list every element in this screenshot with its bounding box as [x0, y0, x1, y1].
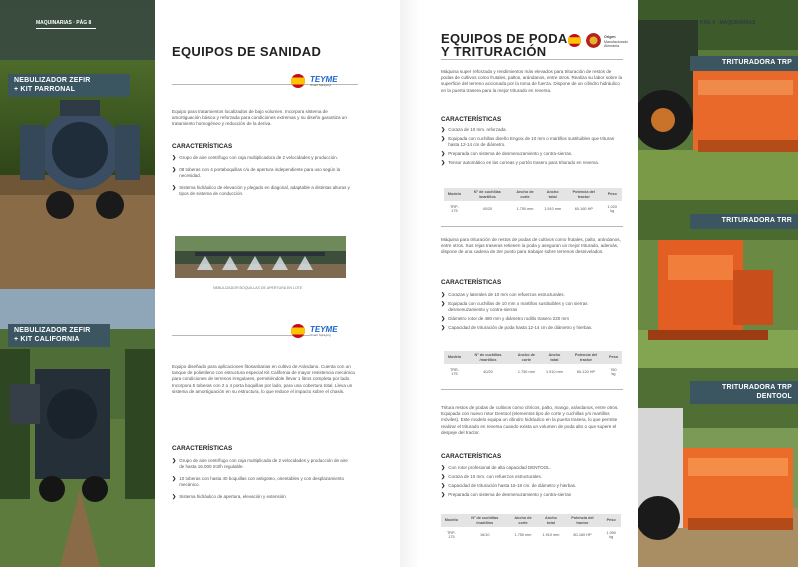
photo-caption-boquillas: NEBULIZADOR BOQUILLAS DE APERTURA EN LOTE [213, 286, 303, 290]
label-trituradora-trr: TRITURADORA TRR [690, 214, 798, 229]
table-header: N° de cuchillas /martillos [465, 351, 511, 364]
bullet-text: Diámetro rotor de 480 mm y diámetro rodillo trasero 220 mm [448, 316, 569, 321]
table-header: Modelo [444, 188, 465, 201]
table-header: Ancho total [542, 351, 567, 364]
section-rule-sanidad [172, 335, 310, 336]
bullet-text: Preparada con sistema de desmenuzamiento y contra-sierras. [448, 151, 573, 156]
table-cell: 1.750 mm [516, 207, 534, 211]
photo-zefir-parronal [0, 0, 155, 289]
photo-boquillas [175, 236, 346, 278]
chevron-right-icon: ❯ [441, 127, 446, 133]
table-header: Ancho total [540, 188, 565, 201]
label-trituradora-trp: TRITURADORA TRP [690, 56, 798, 71]
table-row [444, 201, 622, 217]
chevron-right-icon: ❯ [441, 160, 446, 166]
section-rule-trp [441, 226, 623, 227]
table-header: Ancho de corte [510, 188, 540, 201]
bullet-text: Sistema hidráulico de elevación y plegado en diagonal, adaptable a distintas alturas y tipos de sistema de conducción. [179, 185, 350, 196]
table-header: Peso [602, 188, 622, 201]
trr-sub: CARACTERÍSTICAS [441, 279, 502, 286]
chevron-right-icon: ❯ [172, 155, 177, 161]
spain-flag-icon-2 [291, 324, 305, 338]
list-item [441, 301, 623, 313]
trr-spec-table [444, 351, 622, 380]
table-cell: TRR-175 [449, 368, 460, 376]
bullet-text: Sistema hidráulico de apertura, elevación y extensión [179, 494, 286, 499]
bullet-text: Corazas y laterales de 10 mm con refuerzos estructurales. [448, 292, 565, 297]
bullet-text: Equipada con cuchillas de 10 mm o martillos sustituibles y con sierras desmenuzamiento y contra-sierras [448, 301, 588, 312]
list-item [172, 185, 354, 197]
table-header: Potencia del tractor [567, 351, 605, 364]
bullet-text: Coraza de 10 mm. con refuerzos estructurales. [448, 474, 542, 479]
trr-bullets [441, 292, 623, 334]
table-header: Modelo [441, 514, 462, 527]
label-zefir-parronal-line2: + KIT PARRONAL [14, 85, 76, 93]
bullet-text: Tensor automático en las correas y portón trasero para triturado en reversa. [448, 160, 600, 165]
table-cell: 40/20 [482, 207, 493, 211]
page-title-poda [441, 32, 568, 58]
spain-flag-icon-3 [568, 34, 581, 47]
bullet-text: Grupo de aire centrífugo con caja multiplicada de 2 velocidades y producción de aire de hasta 16.000 m3/h regulable. [179, 458, 348, 469]
bullet-text: 10 toberas con hasta 40 boquillas con antigoteo, orientables y con desplazamiento mecánico. [179, 476, 345, 487]
list-item [441, 316, 623, 322]
chevron-right-icon: ❯ [441, 483, 446, 489]
label-zefir-parronal-line1: NEBULIZADOR ZEFIR [14, 77, 91, 84]
chevron-right-icon: ❯ [441, 465, 446, 471]
table-header: Ancho de corte [511, 351, 542, 364]
table-cell: 16/10 [479, 533, 490, 537]
page-title-sanidad: EQUIPOS DE SANIDAD [172, 44, 322, 59]
label-dentool-line1: TRITURADORA TRP [721, 384, 792, 391]
teyme-logo-text: TEYME [310, 325, 338, 334]
table-cell: 1.910 mm [544, 207, 562, 211]
origin-badge-text: Manufacturado Alemania [604, 39, 628, 48]
list-item [441, 127, 623, 133]
page-title-poda-line2: Y TRITURACIÓN [441, 44, 547, 59]
table-row [444, 364, 622, 380]
teyme-logo-tag: Smart Spraying [310, 83, 331, 87]
list-item [441, 325, 623, 331]
trp-bullets [441, 127, 623, 169]
chevron-right-icon: ❯ [172, 458, 177, 464]
page-title-poda-line1: EQUIPOS DE PODA [441, 31, 568, 46]
sanidad-bullets-2 [172, 458, 354, 503]
list-item [441, 492, 623, 498]
table-header: Ancho total [538, 514, 563, 527]
chevron-right-icon: ❯ [441, 151, 446, 157]
chevron-right-icon: ❯ [172, 185, 177, 191]
table-header: N° de cuchillas /martillos [462, 514, 508, 527]
dentool-sub: CARACTERÍSTICAS [441, 453, 502, 460]
table-cell: 760 kg [610, 368, 617, 376]
page-gutter [400, 0, 420, 567]
label-zefir-california-line1: NEBULIZADOR ZEFIR [14, 327, 91, 334]
list-item [441, 483, 623, 489]
list-item [172, 155, 354, 161]
trp-spec-table [444, 188, 622, 217]
section-rule-trr [441, 389, 623, 390]
label-dentool-line2: DENTOOL [756, 392, 792, 400]
label-zefir-california-line2: + KIT CALIFORNIA [14, 335, 80, 343]
list-item [172, 494, 354, 500]
sanidad-sub-1: CARACTERÍSTICAS [172, 143, 233, 150]
sanidad-desc-1: Equipo para tratamientos localizados de bajo volumen. Incorpora sistema de amortiguación básica y reforzada para condiciones extremas y su diseño garantiza un tratamiento homogéneo y reducción de la deriva. [172, 109, 347, 127]
chevron-right-icon: ❯ [172, 167, 177, 173]
chevron-right-icon: ❯ [172, 476, 177, 482]
chevron-right-icon: ❯ [441, 136, 446, 142]
header-right: PÁG 9 · MAQUINARIAS [700, 20, 756, 26]
teyme-logo-2 [310, 325, 338, 337]
table-cell: 1.750 mm [514, 533, 532, 537]
list-item [441, 136, 623, 148]
chevron-right-icon: ❯ [172, 494, 177, 500]
bullet-text: Con rotor profesional de alta capacidad DENTOOL. [448, 465, 551, 470]
bullet-text: Grupo de aire centrífugo con caja multiplicadora de 2 velocidades y producción. [179, 155, 339, 160]
table-cell: 1.750 mm [517, 370, 535, 374]
origin-badge [604, 35, 634, 49]
chevron-right-icon: ❯ [441, 492, 446, 498]
label-zefir-california [8, 324, 110, 347]
table-row [441, 527, 621, 543]
list-item [441, 151, 623, 157]
trp-sub: CARACTERÍSTICAS [441, 116, 502, 123]
table-header: Ancho de corte [508, 514, 539, 527]
sanidad-desc-2: Equipo diseñado para aplicaciones fitosanitarias en cultivo de Arándano. Cuenta con un tanque de polietileno con estructura especial Kit California de mayor resistencia mecánica para condiciones de terrenos irregulares, permitiéndole llevar 1 litros completa por lado. Incorpora 5 toberas con 2 o 4 porta boquillas por lado, para una cobertura total. Lleva un sistema de amortiguación en su estructura, lo que reduce el impacto sobre el chasis. [172, 364, 355, 394]
list-item [441, 292, 623, 298]
spain-flag-icon [291, 74, 305, 88]
list-item [172, 458, 354, 470]
table-header-row [444, 188, 622, 201]
header-left-rule [36, 28, 96, 29]
table-header: Potencia del tractor [565, 188, 602, 201]
table-cell: TRP-175 [449, 205, 459, 213]
origin-badge-title: Origen [604, 35, 616, 39]
label-zefir-parronal [8, 74, 130, 97]
table-header: Peso [605, 351, 622, 364]
table-cell: 1.910 mm [542, 533, 560, 537]
table-cell: 40/20 [483, 370, 493, 374]
chevron-right-icon: ❯ [441, 292, 446, 298]
table-cell: 80-160 HP [573, 533, 592, 537]
table-header: N° de cuchillas /martillos [465, 188, 510, 201]
sanidad-sub-2: CARACTERÍSTICAS [172, 445, 233, 452]
bullet-text: 08 toberas con 4 portaboquillas c/u de apertura independiente para uso según la necesidad. [179, 167, 341, 178]
list-item [441, 160, 623, 166]
table-cell: 1.020 kg [607, 205, 617, 213]
chevron-right-icon: ❯ [441, 474, 446, 480]
teyme-logo-text: TEYME [310, 75, 338, 84]
dentool-spec-table [441, 514, 621, 543]
list-item [441, 465, 623, 471]
table-cell: 1.090 kg [606, 531, 616, 539]
list-item [172, 476, 354, 488]
table-cell: 1.910 mm [545, 370, 563, 374]
table-header: Peso [601, 514, 621, 527]
table-header-row [444, 351, 622, 364]
bullet-text: Equipada con cuchillas diseño Engoix de 10 mm o martillos sustituibles que trituran hasta 12-14 cm de diámetro. [448, 136, 615, 147]
table-cell: TRP-175 [446, 531, 456, 539]
table-header: Modelo [444, 351, 465, 364]
bullet-text: Coraza de 10 mm. reforzada. [448, 127, 507, 132]
teyme-logo [310, 75, 338, 87]
bullet-text: Capacidad de trituración de poda hasta 12-14 cm de diámetro y hierbas. [448, 325, 593, 330]
table-cell: 60-160 HP [574, 207, 593, 211]
chevron-right-icon: ❯ [441, 316, 446, 322]
table-header-row [441, 514, 621, 527]
sanidad-bullets-1 [172, 155, 354, 200]
bullet-text: Preparada con sistema de desmenuzamiento y contra-sierras [448, 492, 572, 497]
list-item [172, 167, 354, 179]
trr-desc: Máquina para trituración de restos de podas de cultivos como frutales, palto, arándanos, entre otros. Sus rejas traseras retienen la poda y aseguran un mejor triturado, además, dispone de una cadena de 3er punto para trabajar sobre terrenos desnivelados. [441, 237, 621, 255]
chevron-right-icon: ❯ [441, 301, 446, 307]
list-item [441, 474, 623, 480]
header-left: MAQUINARIAS · PÁG 8 [36, 20, 92, 26]
label-trituradora-dentool [690, 381, 798, 404]
trp-desc: Máquina super reforzada y rendimientos más elevados para trituración de restos de podas de cultivos como frutales, paltos, arándanos, entre otros. Realiza su labor sobre la superficie del terreno accionada por la toma de fuerza. Dispone de un cilindro hidráulico en la puerta trasera para la mejor triturado en reversa. [441, 69, 623, 93]
origin-seal-icon [586, 33, 601, 48]
chevron-right-icon: ❯ [441, 325, 446, 331]
dentool-desc: Tritura restos de podas de cultivos como cítricos, palto, mango, arándanos, entre otros. Equipada con nuevo rotor Dentool (elementos tipo de corte y cuchillas y/o martillos móviles). Este modelo equipa un cilindro hidráulico en la puerta trasera, lo que permite realizar el triturado en reversa cuando exista un volumen de poda alto o que supere el despeje del tractor. [441, 405, 619, 435]
bullet-text: Capacidad de trituración hasta 16-18 cm. de diámetro y hierbas. [448, 483, 577, 488]
title-rule-poda [441, 59, 623, 60]
photo-trituradora-trp [638, 0, 798, 200]
teyme-logo-tag: Smart Spraying [310, 333, 331, 337]
table-header: Potencia del tractor [564, 514, 602, 527]
dentool-bullets [441, 465, 623, 501]
table-cell: 60-120 HP [576, 370, 596, 374]
